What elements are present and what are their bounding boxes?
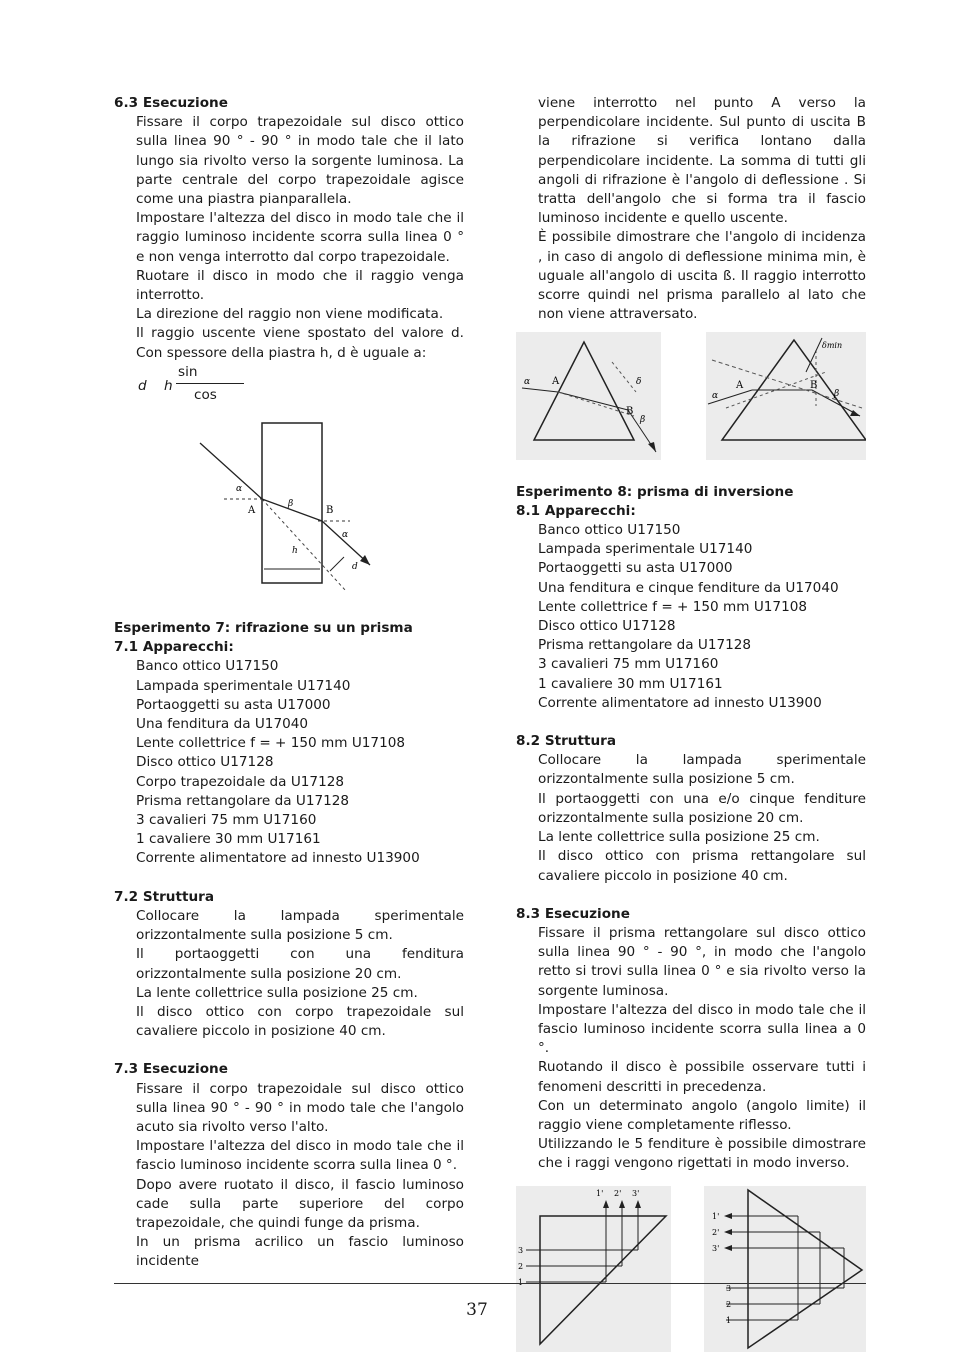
label-3p-right: 3'	[712, 1243, 720, 1253]
paragraph: Il disco ottico con prisma rettangolare sul cavaliere piccolo in posizione 40 cm.	[538, 848, 866, 884]
prism-diagram	[516, 332, 866, 460]
list-item: Lampada sperimentale U17140	[538, 541, 753, 558]
paragraph: Impostare l'altezza del disco in modo tale che il fascio luminoso incidente scorra sulla linea 0 °.	[136, 1138, 464, 1174]
figure-plate-refraction	[114, 421, 464, 597]
label-beta: β	[640, 415, 646, 426]
label-beta-b: β	[834, 389, 840, 400]
list-item: Lampada sperimentale U17140	[136, 677, 351, 694]
section-8-3-title: 8.3 Esecuzione	[516, 905, 630, 922]
right-column	[516, 94, 866, 1358]
section-8-1-title: 8.1 Apparecchi:	[516, 502, 636, 519]
label-h: h	[292, 545, 298, 556]
label-3-right: 3	[726, 1283, 732, 1293]
label-alpha-exit: α	[342, 529, 349, 540]
section-6-3-title: 6.3 Esecuzione	[114, 95, 228, 111]
paragraph: La lente collettrice sulla posizione 25 cm.	[136, 984, 418, 1001]
label-1p-right: 1'	[712, 1211, 720, 1221]
paragraph: È possibile dimostrare che l'angolo di incidenza , in caso di angolo di deflessione minima min, è uguale all'angolo di uscita ß. Il raggio interrotto scorre quindi nel prisma parallelo al lato che non viene attraversato.	[538, 229, 866, 323]
page-number: 37	[466, 1300, 488, 1320]
label-alpha: α	[236, 483, 243, 494]
label-delta: δ	[636, 377, 642, 388]
list-item: Corpo trapezoidale da U17128	[136, 773, 345, 790]
experiment-8-title: Esperimento 8: prisma di inversione	[516, 483, 794, 500]
list-item: Disco ottico U17128	[136, 754, 274, 771]
paragraph: Ruotare il disco in modo che il raggio venga interrotto.	[136, 267, 464, 304]
label-2-right: 2	[726, 1299, 732, 1309]
paragraph: Con un determinato angolo (angolo limite) il raggio viene completamente riflesso.	[538, 1097, 866, 1133]
list-item: Lente collettrice f = + 150 mm U17108	[136, 735, 406, 752]
list-item: Prisma rettangolare da U17128	[538, 637, 752, 654]
paragraph: Il portaoggetti con una e/o cinque fenditure orizzontalmente sulla posizione 20 cm.	[538, 790, 866, 826]
label-3p-top: 3'	[632, 1188, 640, 1198]
label-B-b: B	[810, 380, 818, 392]
paragraph: Ruotando il disco è possibile osservare tutti i fenomeni descritti in precedenza.	[538, 1059, 866, 1095]
list-item: Lente collettrice f = + 150 mm U17108	[538, 598, 808, 615]
paragraph: Il disco ottico con corpo trapezoidale sul cavaliere piccolo in posizione 40 cm.	[136, 1003, 464, 1040]
list-item: Banco ottico U17150	[538, 522, 681, 539]
label-2p-right: 2'	[712, 1227, 720, 1237]
formula-numerator: sin	[178, 363, 198, 380]
formula-h: h	[164, 377, 173, 394]
plate-diagram	[114, 421, 464, 591]
paragraph: In un prisma acrilico un fascio luminoso incidente	[136, 1234, 464, 1270]
paragraph: Impostare l'altezza del disco in modo tale che il fascio luminoso incidente scorra sulla linea a 0 °.	[538, 1001, 866, 1057]
paragraph: Utilizzando le 5 fenditure è possibile dimostrare che i raggi vengono rigettati in modo inverso.	[538, 1136, 866, 1172]
label-B: B	[626, 406, 634, 418]
section-7-1-title: 7.1 Apparecchi:	[114, 639, 234, 656]
label-beta: β	[288, 498, 294, 509]
experiment-7-title: Esperimento 7: rifrazione su un prisma	[114, 620, 413, 637]
fraction-bar	[176, 383, 244, 384]
footer-rule	[114, 1283, 866, 1284]
paragraph: Collocare la lampada sperimentale orizzontalmente sulla posizione 5 cm.	[538, 752, 866, 788]
list-item: Una fenditura e cinque fenditure da U17040	[538, 579, 839, 596]
list-item: Disco ottico U17128	[538, 618, 676, 635]
list-item: Portaoggetti su asta U17000	[538, 560, 733, 577]
label-2p-top: 2'	[614, 1188, 622, 1198]
label-d: d	[352, 561, 358, 572]
label-A: A	[552, 376, 560, 388]
paragraph: Fissare il prisma rettangolare sul disco ottico sulla linea 90 ° - 90 °, in modo che l'angolo retto si trovi sulla linea 0 ° e sia rivolto verso la sorgente luminosa.	[538, 924, 866, 999]
list-item: 1 cavaliere 30 mm U17161	[538, 675, 723, 692]
paragraph: viene interrotto nel punto A verso la perpendicolare incidente. Sul punto di uscita B la rifrazione si verifica lontano dalla perpendicolare incidente. La somma di tutti gli angoli di rifrazione è l'angolo di deflessione . Si tratta dell'angolo che si forma tra il fascio luminoso incidente e quello uscente.	[538, 95, 866, 227]
label-B: B	[326, 504, 334, 516]
section-8-2-title: 8.2 Struttura	[516, 733, 617, 750]
left-column	[114, 94, 464, 1272]
formula	[114, 363, 464, 407]
label-3-left: 3	[518, 1245, 524, 1255]
label-alpha-b: α	[712, 391, 719, 402]
list-item: 3 cavalieri 75 mm U17160	[136, 812, 317, 829]
paragraph: Fissare il corpo trapezoidale sul disco ottico sulla linea 90 ° - 90 ° in modo tale che l'angolo acuto sia rivolto verso l'alto.	[136, 1080, 464, 1135]
list-item: Portaoggetti su asta U17000	[136, 696, 331, 713]
list-item: 1 cavaliere 30 mm U17161	[136, 831, 321, 848]
section-7-3-title: 7.3 Esecuzione	[114, 1061, 228, 1078]
inversion-diagram	[516, 1186, 866, 1352]
list-item: Una fenditura da U17040	[136, 716, 309, 733]
figure-inversion-prism	[516, 1186, 866, 1358]
paragraph: La lente collettrice sulla posizione 25 cm.	[538, 829, 820, 846]
paragraph: Dopo avere ruotato il disco, il fascio luminoso cade sulla parte superiore del corpo trapezoidale, che quindi funge da prisma.	[136, 1176, 464, 1231]
list-item: Banco ottico U17150	[136, 658, 279, 675]
label-alpha: α	[524, 377, 531, 388]
formula-denominator: cos	[194, 386, 217, 403]
label-1-right: 1	[726, 1315, 732, 1325]
list-item: Prisma rettangolare da U17128	[136, 792, 350, 809]
label-2-left: 2	[518, 1261, 524, 1271]
list-item: Corrente alimentatore ad innesto U13900	[136, 850, 420, 867]
label-A-b: A	[736, 380, 744, 392]
section-7-2-title: 7.2 Struttura	[114, 888, 215, 905]
paragraph: Fissare il corpo trapezoidale sul disco ottico sulla linea 90 ° - 90 ° in modo tale che il lato lungo sia rivolto verso la sorgente luminosa. La parte centrale del corpo trapezoidale agisce come una piastra pianparallela.	[136, 114, 464, 208]
paragraph: Il portaoggetti con una fenditura orizzontalmente sulla posizione 20 cm.	[136, 946, 464, 982]
list-item: Corrente alimentatore ad innesto U13900	[538, 694, 822, 711]
paragraph: La direzione del raggio non viene modificata.	[136, 306, 444, 323]
figure-prism-deflection	[516, 332, 866, 466]
list-item: 3 cavalieri 75 mm U17160	[538, 656, 719, 673]
label-1p-top: 1'	[596, 1188, 604, 1198]
paragraph: Impostare l'altezza del disco in modo tale che il raggio luminoso incidente scorra sulla linea 0 ° e non venga interrotto dal corpo trapezoidale.	[136, 210, 464, 265]
paragraph: Collocare la lampada sperimentale orizzontalmente sulla posizione 5 cm.	[136, 907, 464, 944]
formula-d: d	[138, 377, 147, 394]
label-A: A	[248, 504, 256, 516]
paragraph: Il raggio uscente viene spostato del valore d. Con spessore della piastra h, d è uguale a:	[136, 325, 464, 361]
label-delta-min: δmin	[822, 341, 843, 351]
